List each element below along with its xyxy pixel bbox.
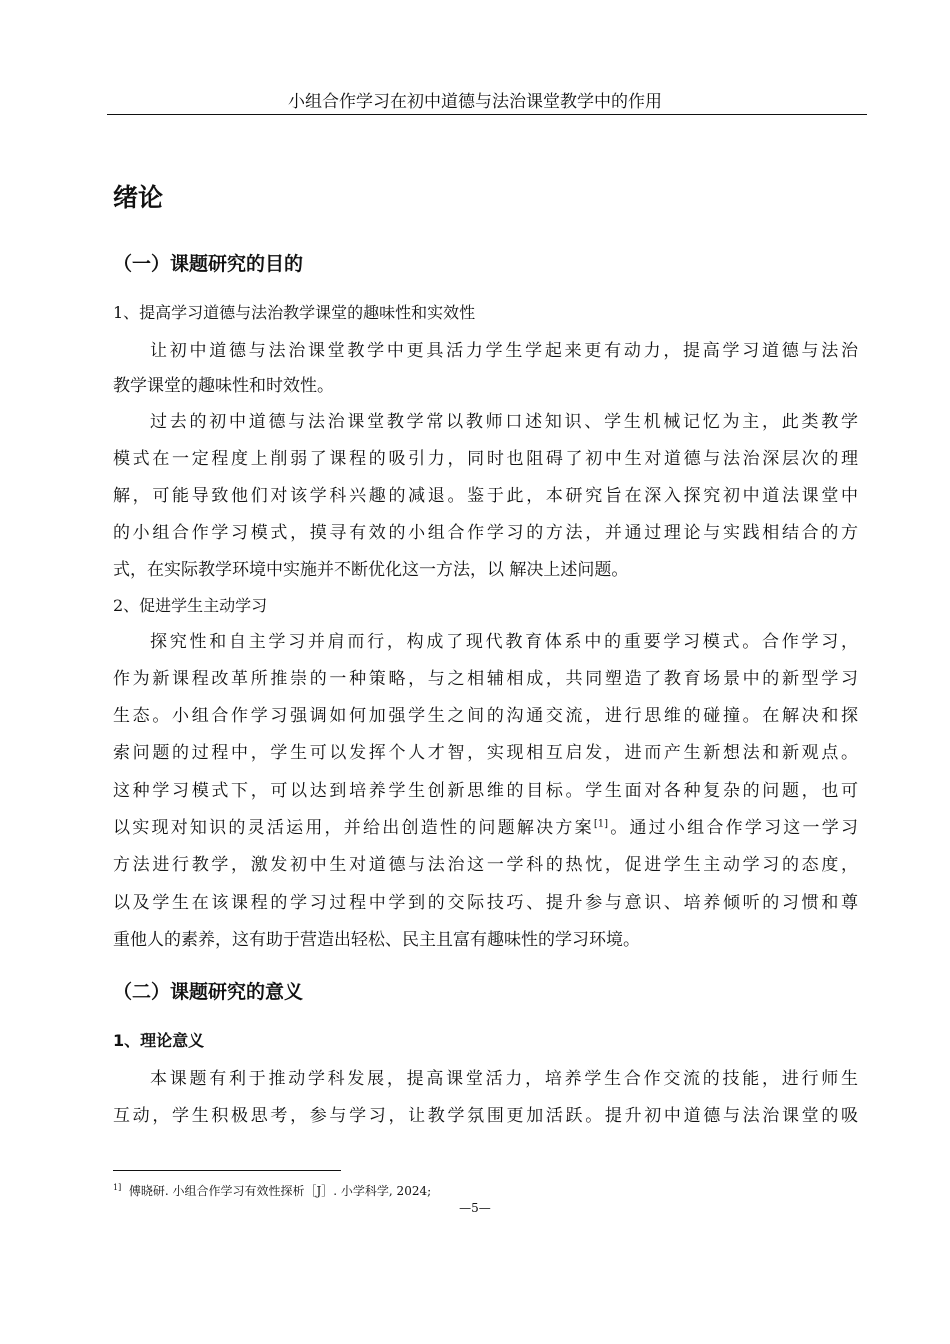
paragraph-line: 解，可能导致他们对该学科兴趣的减退。鉴于此，本研究旨在深入探究初中道法课堂中: [113, 486, 858, 506]
subsection-heading-interest: 1、提高学习道德与法治教学课堂的趣味性和实效性: [113, 303, 476, 322]
footnote-marker: 1]: [113, 1183, 122, 1192]
paragraph-line: 互动，学生积极思考，参与学习，让教学氛围更加活跃。提升初中道德与法治课堂的吸: [113, 1106, 858, 1126]
paragraph-line: 过去的初中道德与法治课堂教学常以教师口述知识、学生机械记忆为主，此类教学: [150, 412, 858, 432]
paragraph-line: 这种学习模式下，可以达到培养学生创新思维的目标。学生面对各种复杂的问题，也可: [113, 781, 858, 801]
paragraph-line: 索问题的过程中，学生可以发挥个人才智，实现相互启发，进而产生新想法和新观点。: [113, 743, 858, 763]
paragraph-line: 方法进行教学，激发初中生对道德与法治这一学科的热忱，促进学生主动学习的态度，: [113, 855, 858, 875]
paragraph-line: 作为新课程改革所推崇的一种策略，与之相辅相成，共同塑造了教育场景中的新型学习: [113, 669, 858, 689]
section-heading-purpose: （一）课题研究的目的: [113, 253, 304, 275]
footnote: [113, 1182, 431, 1200]
subsection-heading-theory: 1、理论意义: [113, 1031, 205, 1050]
paragraph-line: 教学课堂的趣味性和时效性。: [113, 376, 334, 396]
chapter-title: 绪论: [113, 183, 164, 212]
header-rule: [107, 114, 867, 115]
paragraph-line: 探究性和自主学习并肩而行，构成了现代教育体系中的重要学习模式。合作学习，: [150, 632, 858, 652]
paragraph-line-with-citation: [113, 815, 858, 841]
paragraph-line: 重他人的素养，这有助于营造出轻松、民主且富有趣味性的学习环境。: [113, 930, 640, 950]
footnote-text: 傅晓研. 小组合作学习有效性探析［J］. 小学科学, 2024;: [128, 1184, 432, 1198]
paragraph-line: 生态。小组合作学习强调如何加强学生之间的沟通交流，进行思维的碰撞。在解决和探: [113, 706, 858, 726]
paragraph-line: 式，在实际教学环境中实施并不断优化这一方法，以 解决上述问题。: [113, 560, 629, 580]
citation-ref[interactable]: [1]: [593, 818, 608, 830]
paragraph-line: 让初中道德与法治课堂教学中更具活力学生学起来更有动力，提高学习道德与法治: [150, 341, 858, 361]
citation-context: 以实现对知识的灵活运用，并给出创造性的问题解决方案: [113, 818, 594, 838]
section-heading-significance: （二）课题研究的意义: [113, 981, 304, 1003]
subsection-heading-active-learning: 2、促进学生主动学习: [113, 596, 268, 615]
paragraph-line: 模式在一定程度上削弱了课程的吸引力，同时也阻碍了初中生对道德与法治深层次的理: [113, 449, 858, 469]
running-header: 小组合作学习在初中道德与法治课堂教学中的作用: [288, 92, 662, 112]
paragraph-line: 本课题有利于推动学科发展，提高课堂活力，培养学生合作交流的技能，进行师生: [150, 1069, 858, 1089]
paragraph-line: 的小组合作学习模式，摸寻有效的小组合作学习的方法，并通过理论与实践相结合的方: [113, 523, 858, 543]
citation-continuation: 。通过小组合作学习这一学习: [607, 818, 859, 838]
footnote-rule: [113, 1170, 341, 1171]
page-number: —5—: [459, 1201, 491, 1215]
paragraph-line: 以及学生在该课程的学习过程中学到的交际技巧、提升参与意识、培养倾听的习惯和尊: [113, 893, 858, 913]
